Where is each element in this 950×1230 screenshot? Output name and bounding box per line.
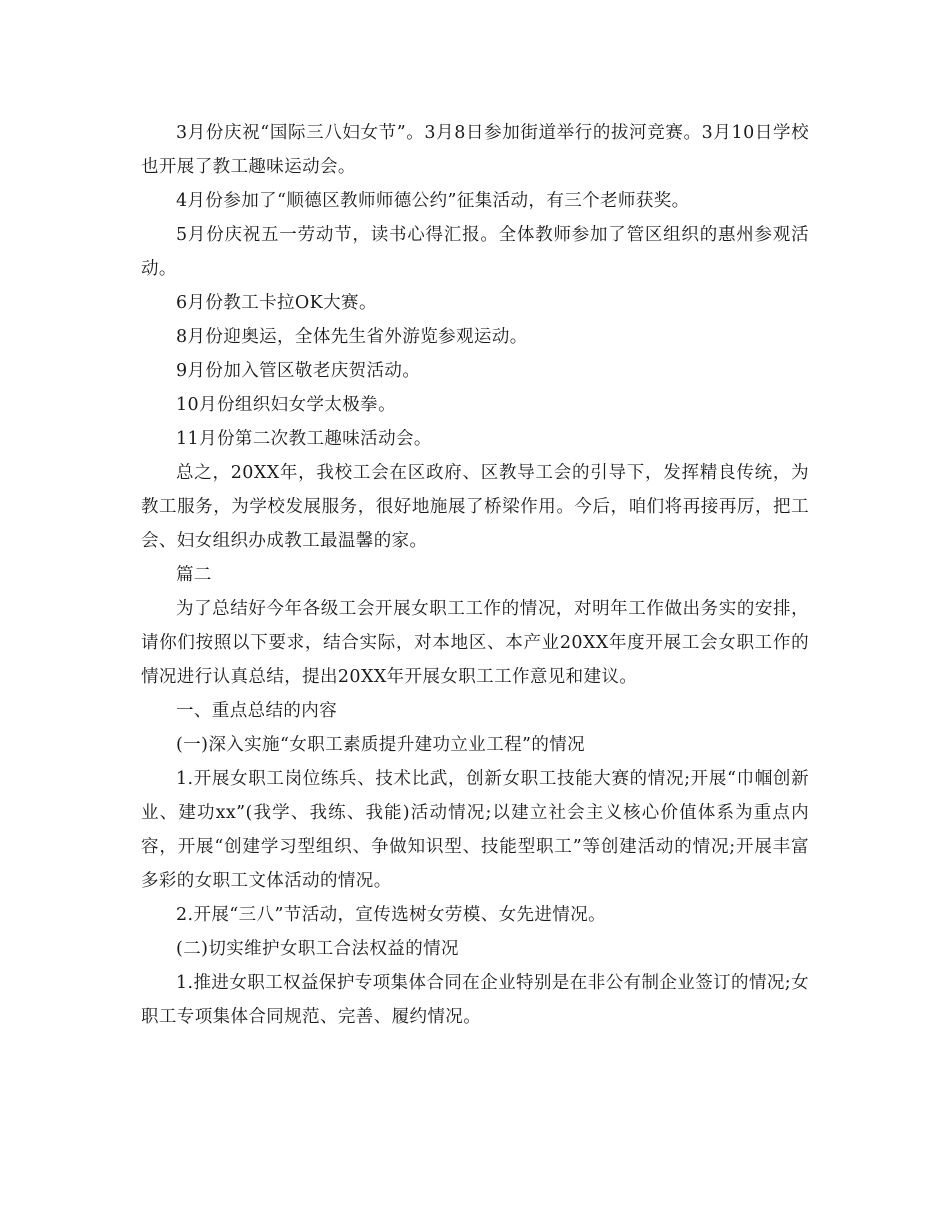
paragraph-october: 10月份组织妇女学太极拳。 [176,395,396,415]
paragraph-march: 3月份庆祝“国际三八妇女节”。3月8日参加街道举行的拔河竞赛。3月10日学校也开展了教工趣味运动会。 [141,123,809,177]
paragraph-may: 5月份庆祝五一劳动节，读书心得汇报。全体教师参加了管区组织的惠州参观活动。 [141,225,809,279]
paragraph-april: 4月份参加了“顺德区教师师德公约”征集活动，有三个老师获奖。 [176,191,690,211]
paragraph-september: 9月份加入管区敬老庆贺活动。 [176,361,421,381]
paragraph-november: 11月份第二次教工趣味活动会。 [176,429,432,449]
heading-key-content: 一、重点总结的内容 [176,701,338,721]
subheading-two: (二)切实维护女职工合法权益的情况 [176,939,459,959]
subheading-one: (一)深入实施“女职工素质提升建功立业工程”的情况 [176,735,586,755]
paragraph-item-1: 1.开展女职工岗位练兵、技术比武，创新女职工技能大赛的情况;开展“巾帼创新业、建功xx”(我学、我练、我能)活动情况;以建立社会主义核心价值体系为重点内容，开展“创建学习型组织、争做知识型、技能型职工”等创建活动的情况;开展丰富多彩的女职工文体活动的情况。 [141,769,809,891]
paragraph-august: 8月份迎奥运，全体先生省外游览参观运动。 [176,327,528,347]
paragraph-intro: 为了总结好今年各级工会开展女职工工作的情况，对明年工作做出务实的安排，请你们按照以下要求，结合实际，对本地区、本产业20XX年度开展工会女职工作的情况进行认真总结，提出20XX年开展女职工工作意见和建议。 [141,599,809,687]
paragraph-item-3: 1.推进女职工权益保护专项集体合同在企业特别是在非公有制企业签订的情况;女职工专项集体合同规范、完善、履约情况。 [141,973,809,1027]
document-body [141,116,809,1034]
paragraph-item-2: 2.开展“三八”节活动，宣传选树女劳模、女先进情况。 [176,905,606,925]
paragraph-summary: 总之，20XX年，我校工会在区政府、区教导工会的引导下，发挥精良传统，为教工服务，为学校发展服务，很好地施展了桥梁作用。今后，咱们将再接再厉，把工会、妇女组织办成教工最温馨的家。 [141,463,809,551]
section-heading-part-two: 篇二 [176,565,212,585]
paragraph-june: 6月份教工卡拉OK大赛。 [176,293,377,313]
